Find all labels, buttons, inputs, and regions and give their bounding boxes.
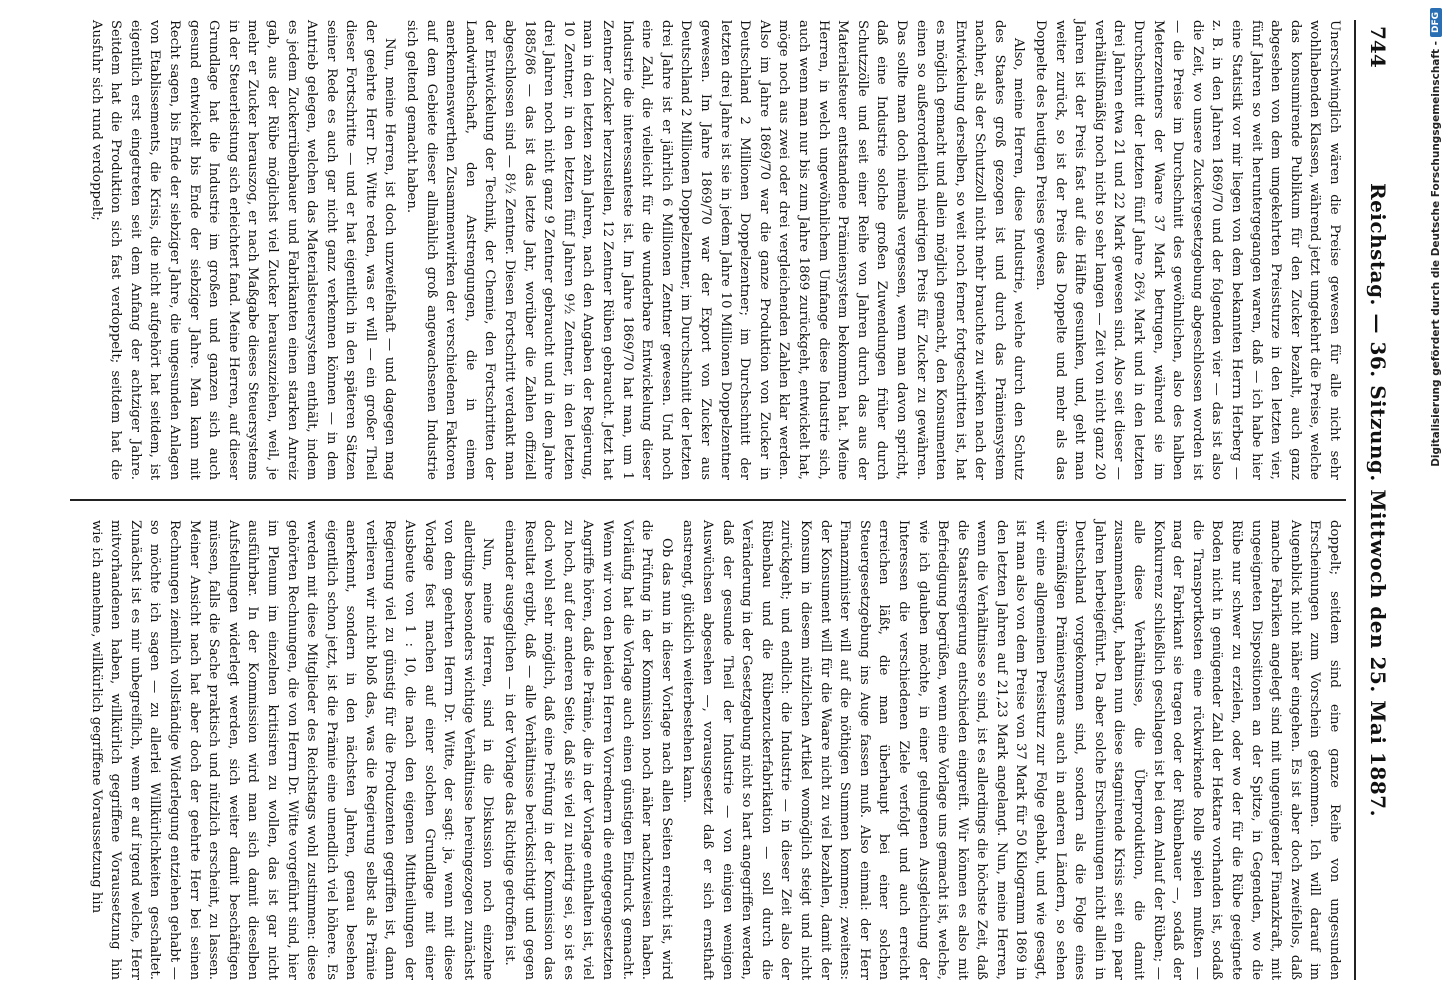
paragraph: Nun, meine Herren, ist doch unzweifelhaft — und dagegen mag der geehrte Herr Dr. Witte reden, was er will — ein großer Theil dieser Fortschritte — und er hat eigentlich in den späteren Sätzen seiner Rede es auch gar nicht ganz verkennen können — in dem Antrieb gelegen, welchen das Materialsteuersystem enthält, indem es jedem Zuckerrübenbauer und Fabrikanten einen starken Anreiz gab, aus der Rübe möglichst viel Zucker herauszuziehen, weil, je mehr er Zucker herauszog, er nach Maßgabe dieses Steuersystems in der Steuerleistung sich erleichtert fand. Meine Herren, auf dieser Grundlage hat die Industrie im großen und ganzen sich auch gesund entwickelt bis Ende der siebziger Jahre. Man kann mit Recht sagen, bis Ende der siebziger Jahre, die ungesunden Anlagen von Etablissements, die Krisis, die nicht aufgehört hat seitdem, ist eigentlich erst eingetreten seit dem Anfang der achtziger Jahre. Seitdem hat die Produktion sich fast verdoppelt; seitdem hat die Ausfuhr sich rund verdoppelt; [88,20,398,480]
digitization-credit [1402,8,1442,992]
paragraph: doppelt; seitdem sind eine ganze Reihe von ungesunden Erscheinungen zum Vorschein gekommen. Ich will darauf im Augenblick nicht näher eingehen. Es ist aber doch zweifellos, daß manche Fabriken angelegt sind mit ungenügender Finanzkraft, mit ungeeigneten Dispositionen an der Spitze, in Gegenden, wo die Rübe nur schwer zu erzielen, oder wo der für die Rübe geeignete Boden nicht in genügender Zahl der Hektare vorhanden ist, sodaß die Transportkosten eine rückwirkende Rolle spielen mußten — mag der Fabrikant sie tragen oder der Rübenbauer —, sodaß der Konkurrenz schließlich geschlagen ist bei dem Anlauf der Rüben; — alle diese Verhältnisse, die Überproduktion, die damit zusammenhängt, haben nun diese stagnirende Krisis seit ein paar Jahren herbeigeführt. Da aber solche Erscheinungen nicht allein in Deutschland vorgekommen sind, sondern als die Folge eines übermäßigen Prämiensystems auch in anderen Ländern, so sehen wir eine allgemeinen Preissturz zur Folge gehabt, und wie gesagt, ist man also von dem Preise von 37 Mark für 50 Kilogramm 1869 in den letzten Jahren auf 21,23 Mark angelangt. Nun, meine Herren, wenn die Verhältnisse so sind, ist es allerdings die höchste Zeit, daß die Staatsregierung entschieden eingreift. Wir können es also mit Befriedigung begrüßen, wenn eine Vorlage uns gemacht ist, welche, wie ich glauben möchte, in einer gelungenen Ausgleichung der Interessen die verschiedenen Ziele verfolgt und auch erreicht erreichen läßt, die man überhaupt bei einer solchen Steuergesetzgebung ins Auge fassen muß. Also einmal: der Herr Finanzminister will auf die nöthigen Summen kommen; zweitens: der Konsument will für die Waare nicht zu viel bezahlen, damit der Konsum in diesem nützlichen Artikel womöglich steigt und nicht zurückgeht; und endlich: die Industrie — in dieser Zeit also der Rübenbau und die Rübenzuckerfabrikation — soll durch die Veränderung in der Gesetzgebung nicht so hart angegriffen werden, daß der gesunde Theil der Industrie — von einigen wenigen Auswüchsen abgesehen —, vorausgesetzt daß er sich ernsthaft anstrengt, glücklich weiterbestehen kann. [680,520,1342,980]
right-text-column [74,520,1344,980]
dfg-logo: DFG [1430,8,1442,37]
paragraph: Nun, meine Herren, sind in die Diskussion noch einzelne allerdings besonders wichtige Verhältnisse hereingezogen zunächst von dem geehrten Herrn Dr. Witte, der sagt: ja, wenn mit diese Vorlage fest machen auf einer solchen Grundlage mit einer Ausbeute von 1 : 10, die nach den eigenen Mittheilungen der Regierung viel zu günstig für die Produzenten gegriffen ist, dann verlieren wir nicht bloß das, was die Regierung selbst als Prämie anerkennt, sondern in den nächsten Jahren, genau besehen eigentlich schon jetzt, ist die Prämie eine unendlich viel höhere. Es werden mit diese Mitglieder des Reichstags wohl zustimmen: diese gehörten Rechnungen, die von Herrn Dr. Witte vorgeführt sind, hier im Plenum im einzelnen kritisiren zu wollen, das ist gar nicht ausführbar. In der Kommission wird man sich damit dieselben Aufstellungen widerlegt werden, sich weiter damit beschäftigen müssen, falls die Sache praktisch und nützlich erscheint, zu lassen. Meiner Ansicht nach hat aber doch der geehrte Herr bei seinen Rechnungen ziemlich vollständige Widerlegung entziehen gehabt — so möchte ich sagen — zu allerlei Willkürlichkeiten geschaltet. Zunächst ist es mir unbegreiflich, wenn er auf irgend welche, Herr mitvorhandenen haben, willkürlich gegriffene Voraussetzung hin wie ich annehme, willkürlich gegriffene Voraussetzung hin [88,520,496,980]
paragraph: Unerschwinglich wären die Preise gewesen für alle nicht sehr wohlhabenden Klassen, während jetzt umgekehrt die Preise, welche das konsumirende Publikum für den Zucker bezahlt, auch ganz abgesehen von dem umgekehrten Preissturze in den letzten vier, fünf Jahren so weit heruntergegangen waren, daß — ich habe hier eine Statistik vor mir liegen von dem bekannten Herrn Herberg — z. B. in den Jahren 1869/70 und der folgenden vier — das ist also die Zeit, wo unsere Zuckergesetzgebung abgeschlossen worden ist — die Preise im Durchschnitt des gewöhnlichen, also des halben Meterzentners der Waare 37 Mark betrugen, während sie im Durchschnitt der letzten fünf Jahre 26¾ Mark und in den letzten drei Jahren etwa 21 und 22 Mark gewesen sind. Also seit dieser — verhältnißmäßig noch nicht so sehr langen — Zeit von nicht ganz 20 Jahren ist der Preis fast auf die Hälfte gesunken, und, geht man weiter zurück, so ist der Preis das Doppelte und mehr als das Doppelte des heutigen Preises gewesen. [1033,20,1342,480]
left-text-column [74,20,1344,480]
paragraph: Ob das nun in dieser Vorlage nach allen Seiten erreicht ist, wird die Prüfung in der Kommission noch näher nachzuweisen haben. Vorläufig hat die Vorlage auch einen günstigen Eindruck gemacht. Wenn wir von den beiden Herren Vorrednern die entgegengesetzten Angriffe hören, daß die Prämie, die in der Vorlage enthalten ist, viel zu hoch, auf der anderen Seite, daß sie viel zu niedrig sei, so ist es doch wohl sehr möglich, daß eine Prüfung in der Kommission das Resultat ergibt, daß — alle Verhältnisse berücksichtigt und gegen einander ausgeglichen — in der Vorlage das Richtige getroffen ist. [502,520,674,980]
running-title: Reichstag. — 36. Sitzung. Mittwoch den 25. Mai 1887. [1366,182,1390,818]
rotated-document-page [60,20,1400,980]
credit-text: Digitalisierung gefördert durch die Deutsche Forschungsgemeinschaft - [1430,41,1442,467]
digitization-credit-text [1424,8,1448,992]
paragraph: Also, meine Herren, diese Industrie, welche durch den Schutz des Staates groß gezogen ist und durch das Prämiensystem nachher, als der Schutzzoll nicht mehr brauchte zu wirken nach der Entwickelung derselben, so weit noch ferner fortgeschritten ist, hat es möglich gemacht und allein möglich gemacht, den Konsumenten einen so außerordentlich niedrigen Preis für Zucker zu gewähren. Das sollte man doch niemals vergessen, wenn man davon spricht, daß eine Industrie solche großen Zuwendungen früher durch Schutzzölle und seit einer Reihe von Jahren durch das aus der Materialsteuer entstandene Prämiensystem bekommen hat. Meine Herren, in welch ungewöhnlichem Umfange diese Industrie sich, auch wenn man nur bis zum Jahre 1869 zurückgeht, entwickelt hat, möge noch aus zwei oder drei vergleichenden Zahlen klar werden. Also im Jahre 1869/70 war die ganze Produktion von Zucker in Deutschland 2 Millionen Doppelzentner; im Durchschnitt der letzten drei Jahre ist sie in jedem Jahre 10 Millionen Doppelzentner gewesen. Im Jahre 1869/70 war der Export von Zucker aus Deutschland 2 Millionen Doppelzentner, im Durchschnitt der letzten drei Jahre ist er jährlich 6 Millionen Zentner gewesen. Und noch eine Zahl, die vielleicht für die wunderbare Entwickelung dieser Industrie die interessanteste ist. Im Jahre 1869/70 hat man, um 1 Zentner Zucker herzustellen, 12 Zentner Rüben gebraucht. Jetzt hat man in den letzten zehn Jahren, nach den Angaben der Regierung, 10 Zentner, in den letzten fünf Jahren 9½ Zentner, in den letzten drei Jahren noch nicht ganz 9 Zentner gebraucht und in dem Jahre 1885/86 — das ist das letzte Jahr, worüber die Zahlen offiziell abgeschlossen sind — 8½ Zentner. Diesen Fortschritt verdankt man der Entwickelung der Technik, der Chemie, den Fortschritten der Landwirthschaft, den Anstrengungen, die in einem anerkennenswerthen Zusammenwirken der verschiedenen Faktoren auf dem Gebiete dieser allmählich groß angewachsenen Industrie sich geltend gemacht haben. [404,20,1027,480]
column-divider [70,499,1346,501]
page-number: 744 [1366,26,1390,68]
page-header [1354,20,1400,980]
